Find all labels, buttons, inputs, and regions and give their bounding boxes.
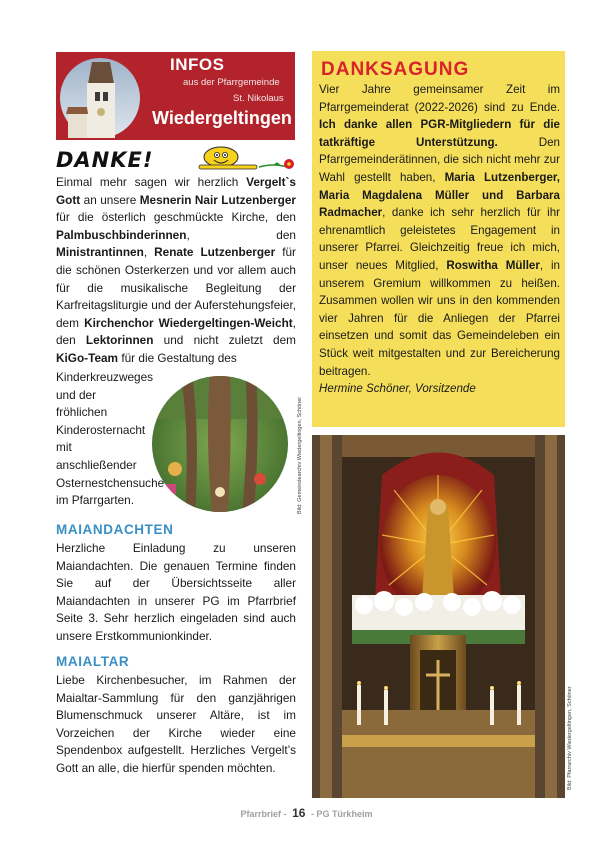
text-segment: für die schönen Osterkerzen und vor allem auch für die musikalische Begleitung der Karfreitagsliturgie und der Auferstehungsfeier, dem: [56, 245, 296, 330]
text-segment: ,: [143, 245, 155, 260]
text-segment: Palmbuschbinderinnen: [56, 227, 187, 242]
garden-photo-credit: Bild: Gemeindearchiv Wiedergeltingen, Schöner: [297, 396, 303, 514]
text-segment: Mesnerin Nair Lutzenberger: [139, 192, 296, 207]
text-segment: Renate Lutzenberger: [154, 245, 276, 260]
danke-paragraph: [56, 174, 296, 368]
altar-photo-credit: Bild: Pfarrarchiv Wiedergeltingen, Schöner: [567, 686, 573, 790]
page-number: 16: [292, 806, 306, 820]
header-title: INFOS: [170, 55, 225, 74]
church-tower-photo: [56, 52, 148, 140]
header-subtitle-2: St. Nikolaus: [233, 93, 284, 104]
maialtar-heading: MAIALTAR: [56, 654, 130, 669]
altar-photo: [312, 435, 565, 798]
text-segment: , den: [56, 315, 296, 348]
page-footer: [0, 806, 613, 820]
text-segment: an unsere: [80, 192, 140, 207]
text-segment: Ministrantinnen: [56, 245, 144, 260]
danke-title: DANKE!: [56, 148, 154, 172]
text-segment: , den: [186, 227, 296, 242]
text-segment: Den Pfarrgemeinderätinnen, die sich nicht mehr zur Wahl gestellt haben,: [319, 135, 560, 184]
text-segment: für die österlich geschmückte Kirche, den: [56, 210, 296, 225]
danksagung-paragraph: [319, 81, 560, 398]
text-segment: Einmal mehr sagen wir herzlich: [56, 175, 247, 189]
text-segment: und nicht zuletzt dem: [153, 333, 296, 348]
danke-heading-row: [56, 147, 296, 174]
text-segment: Kirchenchor Wiedergeltingen-Weicht: [84, 315, 293, 330]
danksagung-body: [319, 83, 560, 378]
text-segment: Vier Jahre gemeinsamer Zeit im Pfarrgemeinderat (2022-2026) sind zu Ende.: [319, 83, 560, 114]
maiandachten-heading: MAIANDACHTEN: [56, 522, 174, 537]
text-segment: Vergelt`s Gott: [56, 175, 296, 207]
footer-left: Pfarrbrief -: [240, 809, 287, 819]
text-segment: Lektorinnen: [85, 333, 154, 348]
text-segment: für die Gestaltung des: [118, 350, 237, 365]
footer-right: - PG Türkheim: [310, 809, 373, 819]
text-segment: , danke ich sehr herzlich für ihr ehrenamtlich geleistetes Engagement in unserer Pfarrei. Gleichzeitig freue ich mich, unser neues Mitglied,: [319, 206, 560, 272]
maiandachten-text: Herzliche Einladung zu unseren Maiandachten. Die genauen Termine finden Sie auf der Übersichtsseite aller Maiandachten in unserer PG im Pfarrbrief Seite 3. Sehr herzlich eingeladen sind auch unsere Erstkommunionkinder.: [56, 541, 296, 643]
danksagung-signature: Hermine Schöner, Vorsitzende: [319, 382, 476, 396]
text-segment: Roswitha Müller: [446, 258, 540, 272]
header-subtitle-1: aus der Pfarrgemeinde: [183, 77, 280, 88]
smiley-flower-icon: [189, 145, 299, 175]
danksagung-title: DANKSAGUNG: [321, 59, 470, 80]
danke-paragraph-tail: Kinderkreuzweges und der fröhlichen Kinderosternacht mit anschließender Osternestchensuche im Pfarrgarten.: [56, 370, 165, 508]
danksagung-box: [312, 51, 565, 427]
text-segment: KiGo-Team: [56, 350, 119, 365]
garden-photo: [150, 374, 290, 514]
text-segment: Maria Lutzenberger, Maria Magdalena Müller und Barbara Radmacher: [319, 170, 560, 220]
header-place: Wiedergeltingen: [152, 108, 292, 128]
maialtar-text: Liebe Kirchenbesucher, im Rahmen der Maialtar-Sammlung für den ganzjährigen Blumenschmuck unserer Altäre, ist im Vorzeichen der Kirche wieder eine Spendenbox aufgestellt. Herzliches Vergelt’s Gott an alle, die hierfür spenden möchten.: [56, 673, 296, 775]
text-segment: Ich danke allen PGR-Mitgliedern für die tatkräftige Unterstützung.: [319, 118, 560, 149]
text-segment: , in unserem Gremium willkommen zu heißen. Zusammen wollen wir uns in den kommenden vier Jahren für die Anliegen der Pfarrei einsetzen und somit das Gemeindeleben ein Stück weit mitgestalten und zur Bereicherung beitragen.: [319, 258, 560, 378]
infos-header: [56, 52, 295, 140]
